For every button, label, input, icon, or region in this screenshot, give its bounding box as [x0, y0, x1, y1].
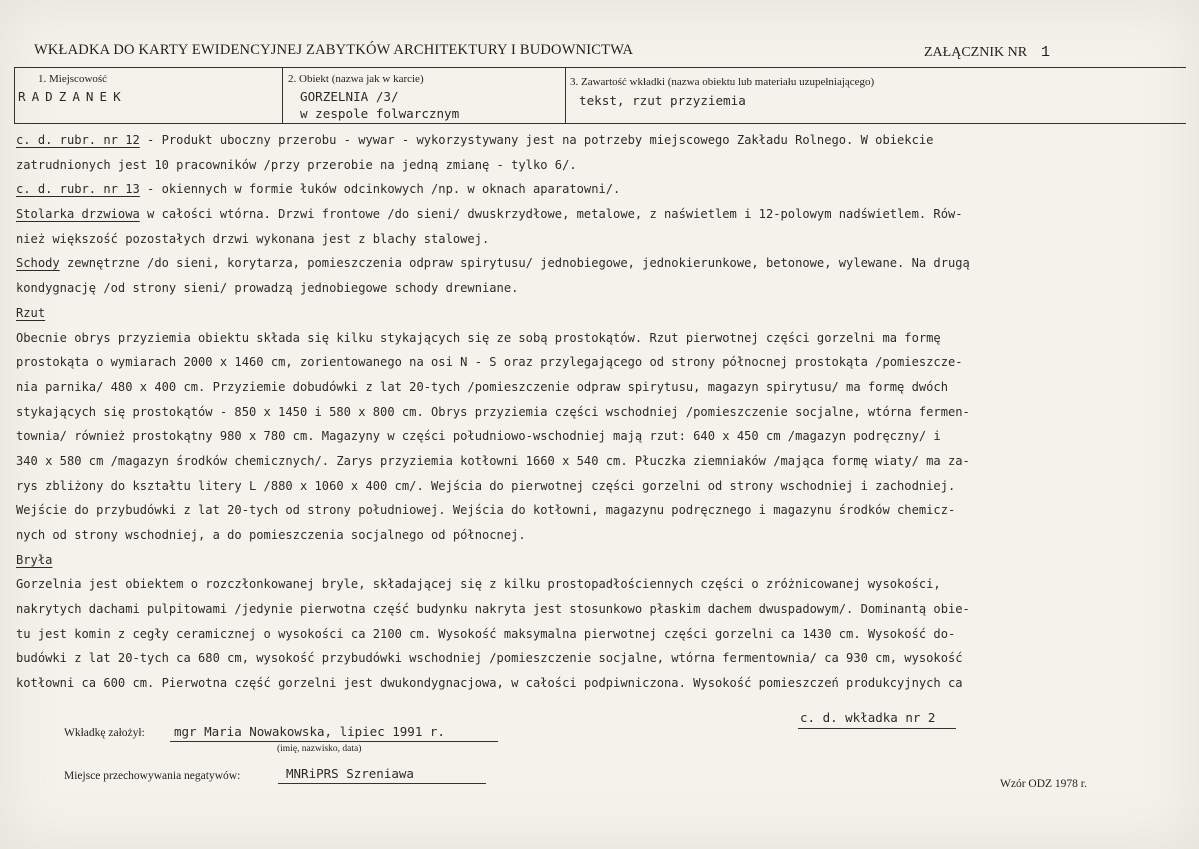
storage-underline — [278, 783, 486, 784]
line-text: w całości wtórna. Drzwi frontowe /do sieni/ dwuskrzydłowe, metalowe, z naświetlem i 12-polowym nadświetlem. Rów- — [139, 207, 963, 222]
prepared-hint: (imię, nazwisko, data) — [277, 744, 362, 754]
text-line — [16, 251, 1186, 276]
form-code: Wzór ODZ 1978 r. — [1000, 778, 1087, 790]
object-label: 2. Obiekt (nazwa jak w karcie) — [288, 73, 424, 85]
section-heading: Stolarka drzwiowa — [16, 207, 140, 222]
line-text: zatrudnionych jest 10 pracowników /przy przerobie na jedną zmianę - tylko 6/. — [16, 157, 577, 172]
text-line — [16, 597, 1186, 622]
section-heading: c. d. rubr. nr 13 — [16, 182, 140, 197]
text-line — [16, 326, 1186, 351]
text-line — [16, 523, 1186, 548]
section-heading: Bryła — [16, 552, 53, 567]
continuation-underline — [798, 728, 956, 729]
text-line — [16, 177, 1186, 202]
document-title: WKŁADKA DO KARTY EWIDENCYJNEJ ZABYTKÓW ARCHITEKTURY I BUDOWNICTWA — [34, 42, 634, 58]
text-line — [16, 128, 1186, 153]
text-line — [16, 227, 1186, 252]
line-text: prostokąta o wymiarach 2000 x 1460 cm, zorientowanego na osi N - S oraz przylegającego od strony północnej prostokąta /pomieszcze- — [16, 355, 963, 370]
continuation-note: c. d. wkładka nr 2 — [800, 710, 936, 725]
text-line — [16, 301, 1186, 326]
line-text: tu jest komin z cegły ceramicznej o wysokości ca 2100 cm. Wysokość maksymalna pierwotnej części gorzelni ca 1430 cm. Wysokość do- — [16, 626, 956, 641]
line-text: nież większość pozostałych drzwi wykonana jest z blachy stalowej. — [16, 231, 490, 246]
line-text: - Produkt uboczny przerobu - wywar - wykorzystywany jest na potrzeby miejscowego Zakładu Rolnego. W obiekcie — [139, 133, 934, 147]
line-text: zewnętrzne /do sieni, korytarza, pomieszczenia odpraw spirytusu/ jednobiegowe, jednokierunkowe, betonowe, wylewane. Na drugą — [59, 256, 970, 271]
storage-value: MNRiPRS Szreniawa — [286, 766, 414, 781]
line-text: nych od strony wschodniej, a do pomieszczenia socjalnego od północnej. — [16, 528, 526, 542]
line-text: Gorzelnia jest obiektem o rozczłonkowanej bryle, składającej się z kilku prostopadłościennych części o zróżnicowanej wysokości, — [16, 577, 941, 592]
text-line — [16, 276, 1186, 301]
attachment-label: ZAŁĄCZNIK NR — [924, 45, 1028, 60]
line-text: kondygnację /od strony sieni/ prowadzą jednobiegowe schody drewniane. — [16, 281, 519, 296]
line-text: - okiennych w formie łuków odcinkowych /np. w oknach aparatowni/. — [139, 182, 621, 197]
line-text: 340 x 580 cm /magazyn środków chemicznych/. Zarys przyziemia kotłowni 1660 x 540 cm. Płuczka ziemniaków /mająca formę wiaty/ ma za- — [16, 453, 970, 468]
text-line — [16, 375, 1186, 400]
section-heading: Schody — [16, 256, 60, 271]
form-left-rule — [14, 67, 15, 124]
text-line — [16, 350, 1186, 375]
attachment-number-field — [924, 44, 1050, 61]
text-line — [16, 622, 1186, 647]
text-line — [16, 646, 1186, 671]
text-line — [16, 671, 1186, 696]
line-text: stykających się prostokątów - 850 x 1450 i 580 x 800 cm. Obrys przyziemia części wschodniej /pomieszczenie socjalne, wtórna fermen- — [16, 404, 970, 419]
storage-label: Miejsce przechowywania negatywów: — [64, 770, 241, 782]
text-line — [16, 449, 1186, 474]
section-heading: c. d. rubr. nr 12 — [16, 133, 140, 147]
object-value-line1: GORZELNIA /3/ — [300, 89, 399, 104]
form-bottom-rule — [14, 123, 1186, 124]
line-text: budówki z lat 20-tych ca 680 cm, wysokość przybudówki wschodniej /pomieszczenie socjalne, wtórna fermentownia/ ca 930 cm, wysokość — [16, 651, 963, 666]
line-text: rys zbliżony do kształtu litery L /880 x 1060 x 400 cm/. Wejścia do pierwotnej części gorzelni od strony wschodniej i zachodniej. — [16, 478, 956, 493]
prepared-underline — [170, 741, 498, 742]
line-text: nia parnika/ 480 x 400 cm. Przyziemie dobudówki z lat 20-tych /pomieszczenie odpraw spirytusu, magazyn spirytusu/ ma formę dwóch — [16, 379, 948, 394]
prepared-label: Wkładkę założył: — [64, 727, 145, 739]
text-line — [16, 498, 1186, 523]
form-top-rule — [14, 67, 1186, 68]
line-text: kotłowni ca 600 cm. Pierwotna część gorzelni jest dwukondygnacjowa, w całości podpiwniczona. Wysokość pomieszczeń produkcyjnych ca — [16, 676, 963, 691]
text-line — [16, 153, 1186, 178]
prepared-value: mgr Maria Nowakowska, lipiec 1991 r. — [174, 724, 445, 739]
form-divider-1 — [282, 67, 283, 124]
text-line — [16, 572, 1186, 597]
attachment-number: 1 — [1041, 44, 1051, 61]
text-line — [16, 400, 1186, 425]
content-label: 3. Zawartość wkładki (nazwa obiektu lub materiału uzupełniającego) — [570, 76, 875, 88]
text-line — [16, 474, 1186, 499]
line-text: Obecnie obrys przyziemia obiektu składa się kilku stykających się ze sobą prostokątów. Rzut pierwotnej części gorzelni ma formę — [16, 330, 941, 345]
line-text: Wejście do przybudówki z lat 20-tych od strony południowej. Wejścia do kotłowni, magazynu podręcznego i magazynu środków chemicz- — [16, 503, 956, 518]
text-line — [16, 202, 1186, 227]
form-divider-2 — [565, 67, 566, 124]
place-label: 1. Miejscowość — [38, 73, 108, 85]
line-text: nakrytych dachami pulpitowami /jedynie pierwotna część budynku nakryta jest stosunkowo płaskim dachem dwuspadowym/. Dominantą obie- — [16, 602, 970, 617]
line-text: townia/ również prostokątny 980 x 780 cm. Magazyny w części południowo-wschodniej mają rzut: 640 x 450 cm /magazyn podręczny/ i — [16, 429, 941, 444]
text-line — [16, 548, 1186, 573]
typed-body — [16, 128, 1186, 696]
place-value: RADZANEK — [18, 89, 127, 104]
content-value: tekst, rzut przyziemia — [579, 93, 746, 108]
object-value-line2: w zespole folwarcznym — [300, 106, 460, 121]
section-heading: Rzut — [16, 305, 46, 320]
text-line — [16, 424, 1186, 449]
